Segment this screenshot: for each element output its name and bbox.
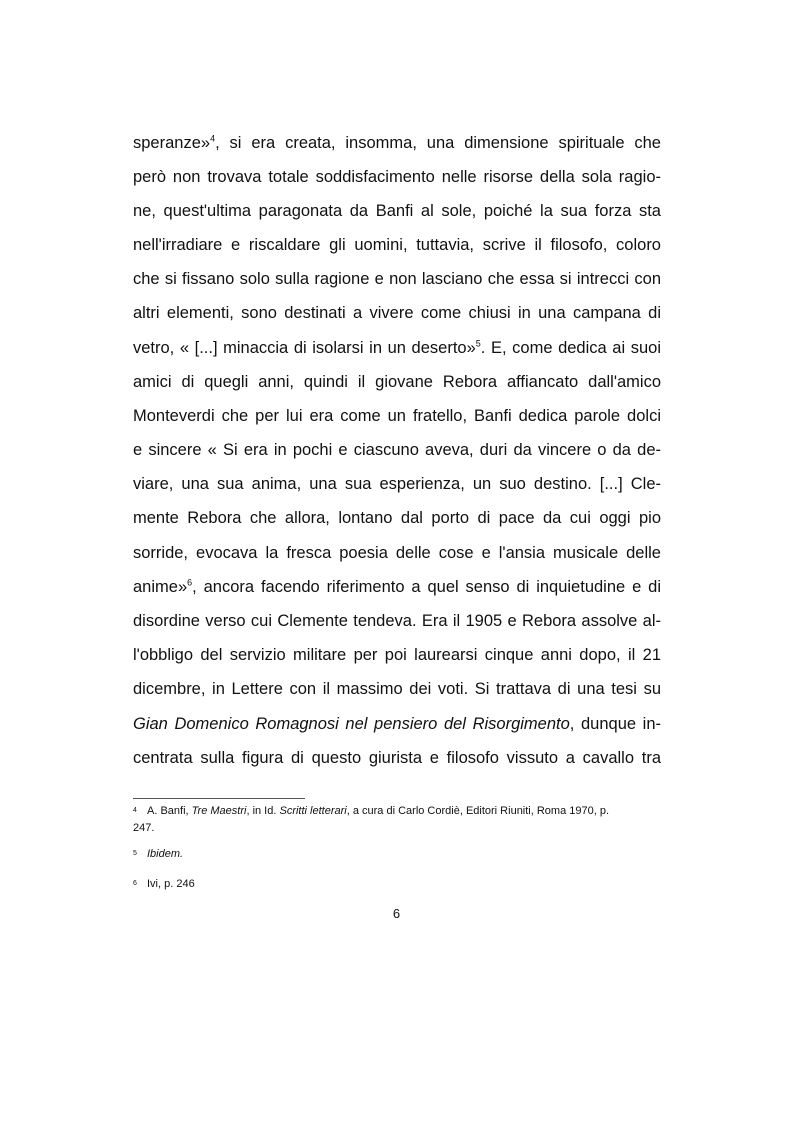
body-line: mente Rebora che allora, lontano dal porto di pace da cui oggi pio [133, 509, 661, 527]
page-number: 6 [392, 906, 401, 921]
footnote: 6 Ivi, p. 246 [133, 876, 661, 893]
body-line: e sincere « Si era in pochi e ciascuno aveva, duri da vincere o da de- [133, 441, 661, 459]
body-line: però non trovava totale soddisfacimento nelle risorse della sola ragio- [133, 168, 661, 186]
footnote-ref[interactable]: 5 [475, 338, 481, 349]
body-line: altri elementi, sono destinati a vivere come chiusi in una campana di [133, 304, 661, 322]
footnote-number: 4 [133, 807, 137, 814]
body-line: vetro, « [...] minaccia di isolarsi in un deserto»$^5$. E, come dedica ai suoi [133, 338, 661, 357]
body-line: centrata sulla figura di questo giurista e filosofo vissuto a cavallo tra [133, 749, 661, 767]
body-line: l'obbligo del servizio militare per poi laurearsi cinque anni dopo, il 21 [133, 646, 661, 664]
body-line: amici di quegli anni, quindi il giovane Rebora affiancato dall'amico [133, 373, 661, 391]
body-line: Monteverdi che per lui era come un fratello, Banfi dedica parole dolci [133, 407, 661, 425]
footnote: 4 A. Banfi, Tre Maestri, in Id. Scritti letterari, a cura di Carlo Cordiè, Editori Riuniti, Roma 1970, p. 247. [133, 803, 661, 837]
body-line: speranze»$^4$, si era creata, insomma, una dimensione spirituale che [133, 133, 661, 152]
body-line: anime»$^6$, ancora facendo riferimento a quel senso di inquietudine e di [133, 577, 661, 596]
footnote-ref[interactable]: 4 [210, 133, 216, 144]
body-line: viare, una sua anima, una sua esperienza, un suo destino. [...] Cle- [133, 475, 661, 493]
thesis-title: Gian Domenico Romagnosi nel pensiero del Risorgimento [133, 715, 570, 733]
body-line: che si fissano solo sulla ragione e non lasciano che essa si intrecci con [133, 270, 661, 288]
footnote-number: 5 [133, 850, 137, 857]
body-line: ne, quest'ultima paragonata da Banfi al sole, poiché la sua forza sta [133, 202, 661, 220]
body-line: nell'irradiare e riscaldare gli uomini, tuttavia, scrive il filosofo, coloro [133, 236, 661, 254]
footnote: 5 Ibidem. [133, 846, 661, 863]
body-line: Gian Domenico Romagnosi nel pensiero del Risorgimento, dunque in- [133, 715, 661, 733]
body-line: disordine verso cui Clemente tendeva. Era il 1905 e Rebora assolve al- [133, 612, 661, 630]
body-line: dicembre, in Lettere con il massimo dei voti. Si trattava di una tesi su [133, 680, 661, 698]
footnote-ref[interactable]: 6 [187, 577, 193, 588]
footnote-separator [133, 798, 305, 799]
body-line: sorride, evocava la fresca poesia delle cose e l'ansia musicale delle [133, 544, 661, 562]
footnote-number: 6 [133, 880, 137, 887]
